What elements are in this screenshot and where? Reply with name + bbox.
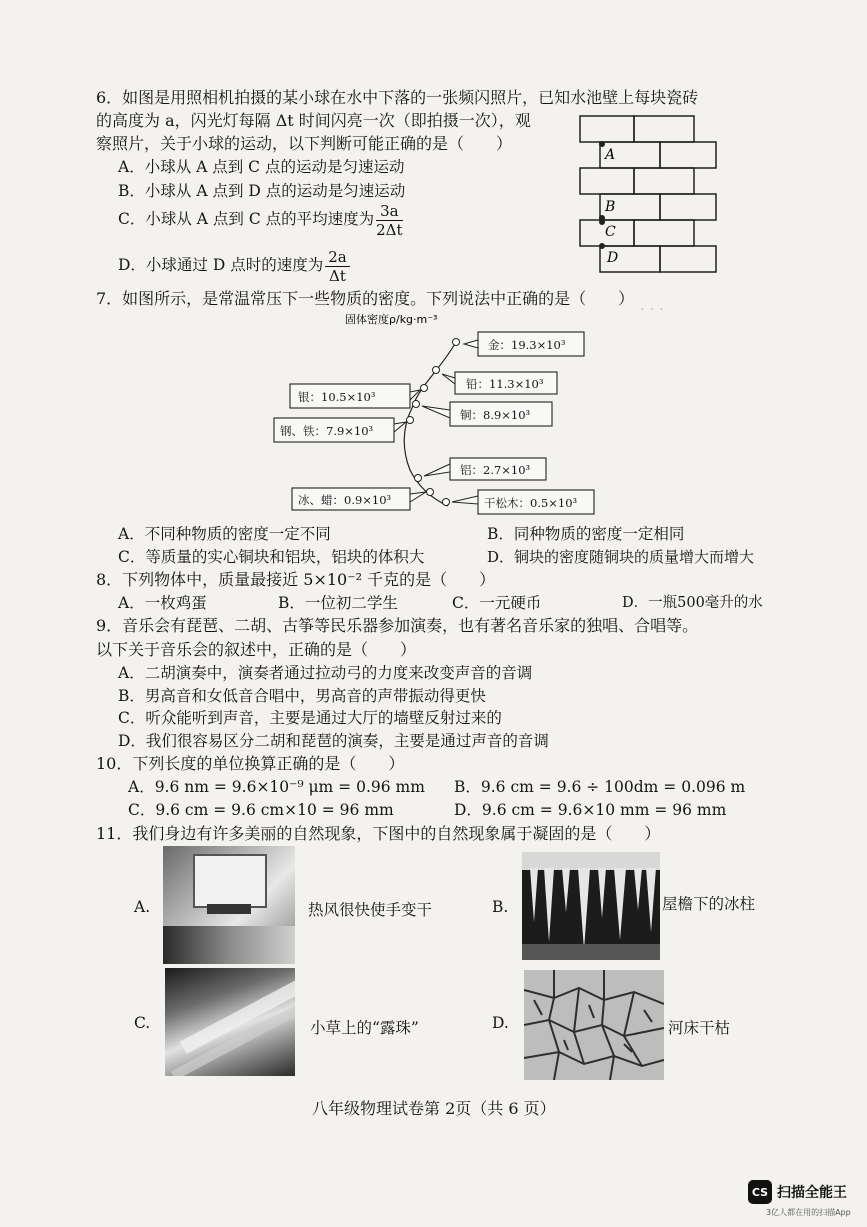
photo-dew-grass (165, 968, 295, 1076)
q6-option-a: A．小球从 A 点到 C 点的运动是匀速运动 (118, 158, 405, 176)
q10-option-d: D．9.6 cm = 9.6×10 mm = 96 mm (454, 801, 727, 819)
figure-label-d: D (607, 250, 619, 266)
ball-position-d (599, 243, 605, 249)
photo-hand-dryer (163, 846, 295, 964)
q11-option-b-letter: B. (492, 898, 509, 916)
q6-option-b: B．小球从 A 点到 D 点的运动是匀速运动 (118, 182, 406, 200)
q11-option-d-letter: D. (492, 1014, 509, 1032)
scanner-logo-icon: CS (748, 1180, 772, 1204)
q6-option-d-text: D．小球通过 D 点时的速度为 (118, 256, 324, 274)
density-chart (270, 310, 610, 520)
page-footer: 八年级物理试卷第 2页（共 6 页） (312, 1099, 556, 1118)
q11-caption-b: 屋檐下的冰柱 (662, 895, 756, 913)
density-chart-title: 固体密度ρ/kg·m⁻³ (345, 313, 438, 326)
q9-line2: 以下关于音乐会的叙述中，正确的是（ ） (96, 640, 417, 659)
q6-line2: 的高度为 a，闪光灯每隔 Δt 时间闪亮一次（即拍摄一次），观 (96, 111, 531, 130)
scanner-tagline: 3亿人都在用的扫描App (766, 1208, 851, 1217)
q10-option-c: C．9.6 cm = 9.6 cm×10 = 96 mm (128, 801, 394, 819)
q6-option-d-denominator: Δt (329, 266, 346, 285)
q6-option-c (118, 200, 405, 239)
photo-dry-riverbed (524, 970, 664, 1080)
q9-line1: 9．音乐会有琵琶、二胡、古筝等民乐器参加演奏，也有著名音乐家的独唱、合唱等。 (96, 616, 699, 635)
figure-label-c: C (605, 224, 616, 240)
q11-caption-a: 热风很快使手变干 (308, 901, 433, 919)
q11-caption-d: 河床干枯 (668, 1019, 731, 1037)
q7-option-a: A．不同种物质的密度一定不同 (118, 525, 331, 543)
bleed-through-text: · · · (640, 300, 664, 318)
q9-option-b: B．男高音和女低音合唱中，男高音的声带振动得更快 (118, 687, 486, 705)
marker-silver (421, 385, 428, 392)
q6-option-d-fraction (325, 248, 350, 285)
figure-label-b: B (605, 199, 616, 215)
q6-option-c-numerator: 3a (376, 202, 402, 221)
photo-icicles (522, 852, 660, 960)
scanner-app-name: 扫描全能王 (777, 1185, 847, 1201)
q9-option-d: D．我们很容易区分二胡和琵琶的演奏，主要是通过声音的音调 (118, 732, 549, 750)
label-ice: 冰、蜡：0.9×10³ (298, 493, 392, 507)
q7-stem: 7．如图所示，是常温常压下一些物质的密度。下列说法中正确的是（ ） (96, 289, 635, 308)
q9-option-c: C．听众能听到声音，主要是通过大厅的墙壁反射过来的 (118, 709, 502, 727)
marker-ice (427, 489, 434, 496)
label-lead: 铅：11.3×10³ (466, 377, 544, 391)
marker-copper (413, 401, 420, 408)
brick-lines (580, 116, 716, 272)
q8-option-c: C．一元硬币 (452, 594, 542, 612)
brick-wall-figure (574, 114, 724, 274)
q6-option-c-text: C．小球从 A 点到 C 点的平均速度为 (118, 210, 375, 228)
q11-caption-c: 小草上的“露珠” (310, 1019, 419, 1037)
q6-line1: 6．如图是用照相机拍摄的某小球在水中下落的一张频闪照片，已知水池壁上每块瓷砖 (96, 88, 699, 107)
q6-option-d-numerator: 2a (325, 248, 350, 267)
q11-option-a-letter: A. (134, 898, 151, 916)
q10-option-b: B．9.6 cm = 9.6 ÷ 100dm = 0.096 m (454, 778, 746, 796)
marker-lead (433, 367, 440, 374)
q11-option-c-letter: C. (134, 1014, 151, 1032)
crack-pattern (524, 970, 664, 1080)
q8-stem: 8．下列物体中，质量最接近 5×10⁻² 千克的是（ ） (96, 570, 496, 589)
q6-line3: 察照片，关于小球的运动，以下判断可能正确的是（ ） (96, 134, 513, 153)
density-arc (404, 342, 456, 506)
q7-option-b: B．同种物质的密度一定相同 (487, 525, 685, 543)
q6-option-c-fraction (376, 202, 402, 239)
q8-option-a: A．一枚鸡蛋 (118, 594, 207, 612)
q8-option-b: B．一位初二学生 (278, 594, 398, 612)
label-steel: 钢、铁：7.9×10³ (280, 424, 374, 438)
q10-option-a: A．9.6 nm = 9.6×10⁻⁹ μm = 0.96 mm (128, 778, 425, 796)
q7-option-c: C．等质量的实心铜块和铝块，铝块的体积大 (118, 548, 425, 566)
q10-stem: 10．下列长度的单位换算正确的是（ ） (96, 754, 405, 773)
label-silver: 银：10.5×10³ (298, 390, 376, 404)
label-aluminum: 铝：2.7×10³ (460, 463, 531, 477)
icicle-shapes (522, 852, 660, 960)
q11-stem: 11．我们身边有许多美丽的自然现象，下图中的自然现象属于凝固的是（ ） (96, 824, 661, 843)
label-gold: 金：19.3×10³ (488, 338, 566, 352)
label-pine: 干松木：0.5×10³ (484, 496, 578, 510)
marker-pine (443, 499, 450, 506)
q6-option-c-denominator: 2Δt (376, 220, 403, 239)
q6-option-d (118, 246, 352, 285)
marker-steel (407, 417, 414, 424)
figure-label-a: A (605, 147, 616, 163)
q7-option-d: D．铜块的密度随铜块的质量增大而增大 (487, 548, 755, 566)
marker-aluminum (415, 475, 422, 482)
label-copper: 铜：8.9×10³ (460, 408, 531, 422)
q8-option-d: D．一瓶500毫升的水 (622, 595, 763, 611)
q9-option-a: A．二胡演奏中，演奏者通过拉动弓的力度来改变声音的音调 (118, 664, 533, 682)
scanner-watermark (748, 1180, 847, 1204)
marker-gold (453, 339, 460, 346)
